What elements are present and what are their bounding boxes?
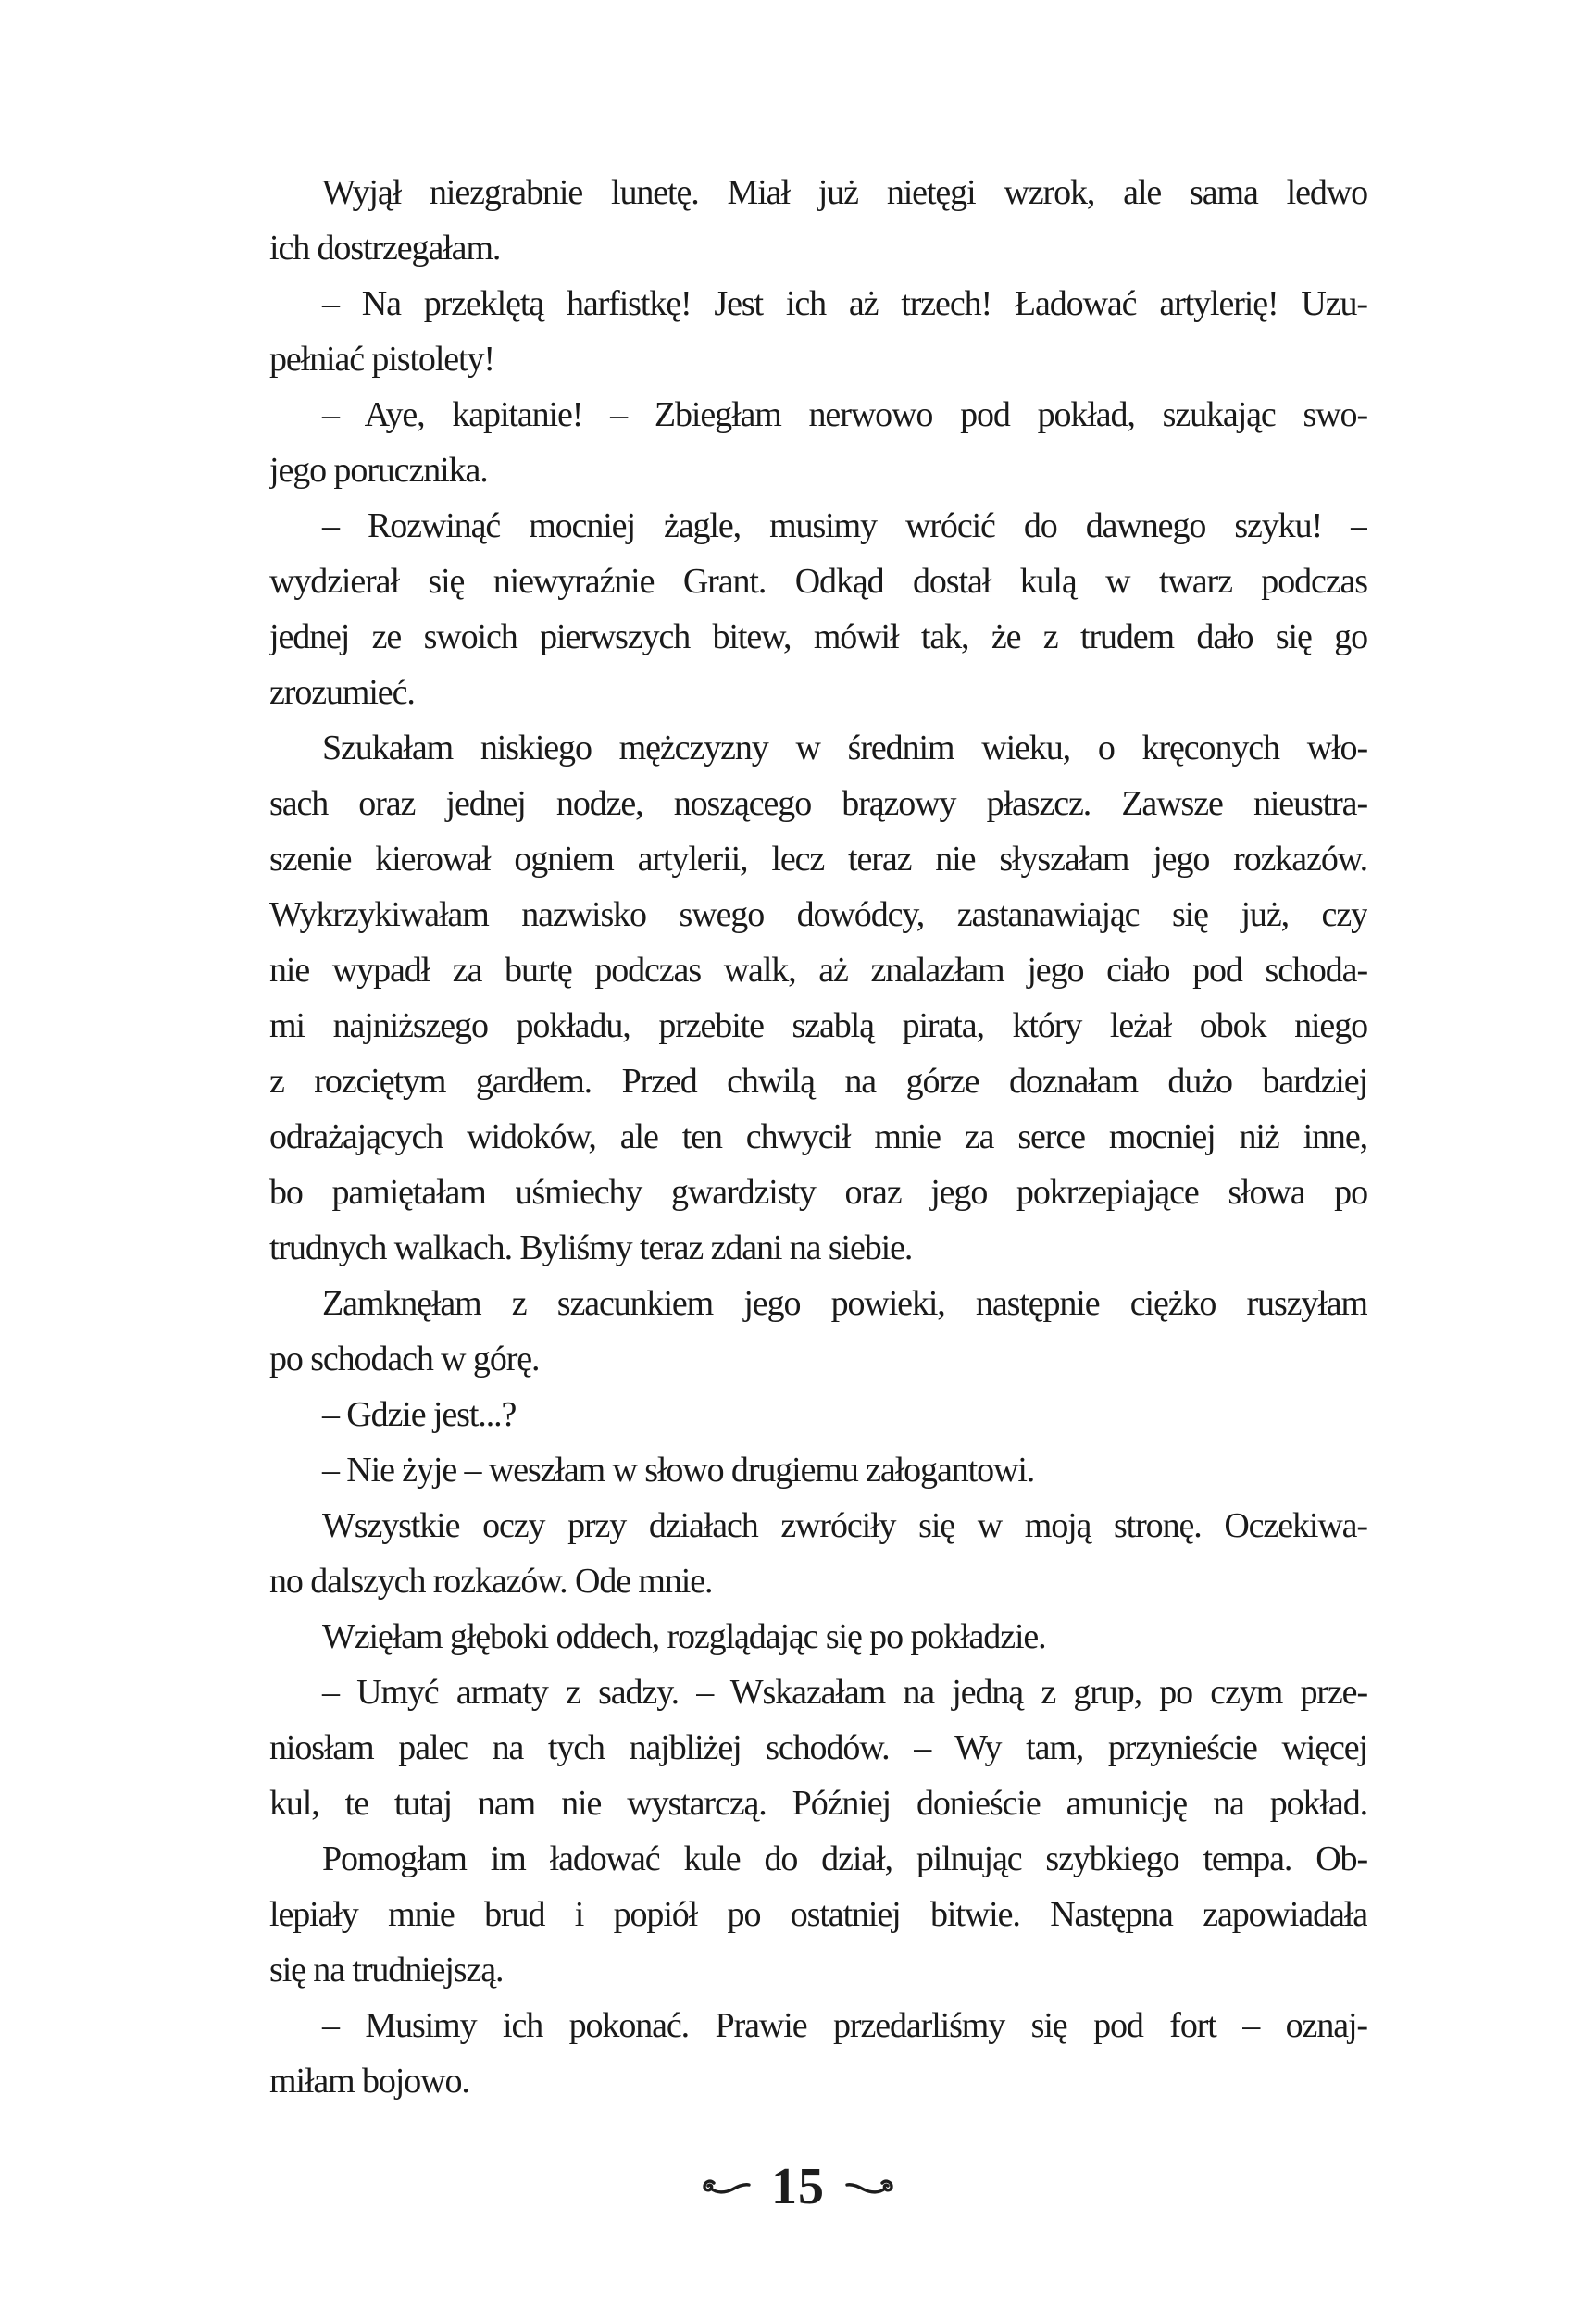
text-line: jego porucznika. [269,451,488,490]
text-line: sach oraz jednej nodze, noszącego brązowy płaszcz. Zawsze nieustra- [269,784,1367,823]
page-number: 15 [771,2158,825,2215]
text-line: miłam bojowo. [269,2062,469,2101]
text-line: – Nie żyje – weszłam w słowo drugiemu załogantowi. [322,1451,1035,1490]
text-line: – Aye, kapitanie! – Zbiegłam nerwowo pod pokład, szukając swo- [322,395,1367,434]
text-line: lepiały mnie brud i popiół po ostatniej bitwie. Następna zapowiadała [269,1895,1367,1934]
text-line: Pomogłam im ładować kule do dział, pilnując szybkiego tempa. Ob- [322,1839,1367,1878]
text-line: mi najniższego pokładu, przebite szablą pirata, który leżał obok niego [269,1006,1367,1045]
text-line: szenie kierował ogniem artylerii, lecz teraz nie słyszałam jego rozkazów. [269,840,1367,879]
text-line: – Musimy ich pokonać. Prawie przedarliśmy się pod fort – oznaj- [322,2006,1367,2045]
text-line: pełniać pistolety! [269,340,494,379]
text-line: bo pamiętałam uśmiechy gwardzisty oraz jego pokrzepiające słowa po [269,1173,1367,1212]
text-line: z rozciętym gardłem. Przed chwilą na górze doznałam dużo bardziej [269,1062,1367,1101]
text-line: – Gdzie jest...? [322,1395,517,1434]
text-line: Szukałam niskiego mężczyzny w średnim wieku, o kręconych wło- [322,729,1367,767]
text-line: po schodach w górę. [269,1340,540,1378]
text-line: nie wypadł za burtę podczas walk, aż znalazłam jego ciało pod schoda- [269,951,1367,990]
text-line: Wykrzykiwałam nazwisko swego dowódcy, zastanawiając się już, czy [269,895,1367,934]
text-line: Wzięłam głęboki oddech, rozglądając się po pokładzie. [322,1617,1046,1656]
page-footer [0,2158,1596,2215]
text-line: kul, te tutaj nam nie wystarczą. Później donieście amunicję na pokład. [269,1784,1367,1823]
text-line: – Umyć armaty z sadzy. – Wskazałam na jedną z grup, po czym prze- [322,1673,1367,1712]
text-line: – Rozwinąć mocniej żagle, musimy wrócić do dawnego szyku! – [322,506,1367,545]
text-line: Zamknęłam z szacunkiem jego powieki, następnie ciężko ruszyłam [322,1284,1367,1323]
text-line: niosłam palec na tych najbliżej schodów. – Wy tam, przynieście więcej [269,1728,1367,1767]
text-line: jednej ze swoich pierwszych bitew, mówił tak, że z trudem dało się go [269,617,1367,656]
text-line: Wyjął niezgrabnie lunetę. Miał już nietęgi wzrok, ale sama ledwo [322,173,1367,212]
text-line: wydzierał się niewyraźnie Grant. Odkąd dostał kulą w twarz podczas [269,562,1367,601]
text-line: Wszystkie oczy przy działach zwróciły się w moją stronę. Oczekiwa- [322,1506,1367,1545]
text-line: trudnych walkach. Byliśmy teraz zdani na siebie. [269,1228,913,1267]
folio-swash-left-icon [701,2175,753,2199]
folio-swash-right-icon [843,2175,895,2199]
text-line: ich dostrzegałam. [269,229,501,268]
text-line: no dalszych rozkazów. Ode mnie. [269,1562,713,1601]
text-line: odrażających widoków, ale ten chwycił mnie za serce mocniej niż inne, [269,1117,1367,1156]
text-line: – Na przeklętą harfistkę! Jest ich aż trzech! Ładować artylerię! Uzu- [322,284,1367,323]
text-block [269,165,1367,2109]
text-line: zrozumieć. [269,673,415,712]
text-line: się na trudniejszą. [269,1951,504,1989]
